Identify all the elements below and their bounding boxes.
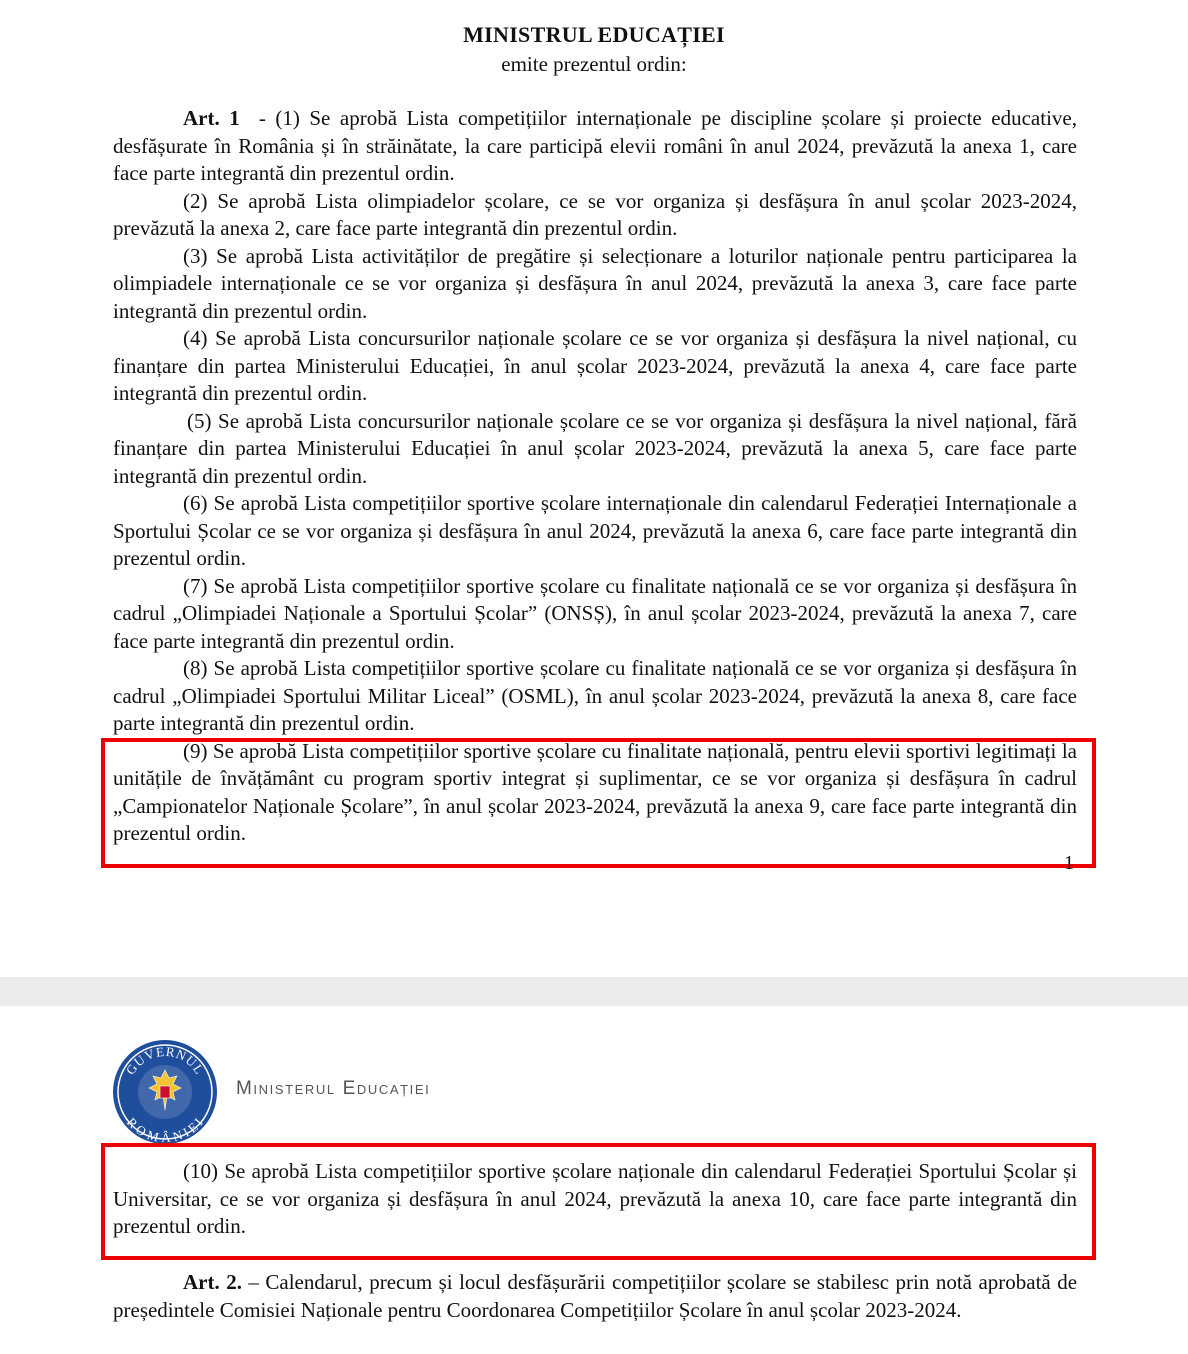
art-2-text: – Calendarul, precum și locul desfășurării competițiilor școlare se stabilesc prin notă aprobată de președintele Comisiei Naționale pentru Coordonarea Competițiilor Școlare în anul școlar 2023-2024. [113,1270,1078,1322]
paragraph-7: (7) Se aprobă Lista competițiilor sportive școlare cu finalitate națională ce se vor organiza și desfășura în cadrul „Olimpiadei Naționale a Sportului Școlar” (ONSȘ), în anul școlar 2023-2024, prevăzută la anexa 7, care face parte integrantă din prezentul ordin. [113,573,1077,653]
document-subtitle: emite prezentul ordin: [501,52,687,76]
paragraph-2: (2) Se aprobă Lista olimpiadelor școlare, ce se vor organiza și desfășura în anul școlar 2023-2024, prevăzută la anexa 2, care face parte integrantă din prezentul ordin. [113,188,1077,240]
highlight-box-paragraph-10 [101,1143,1096,1260]
paragraph-8: (8) Se aprobă Lista competițiilor sportive școlare cu finalitate națională ce se vor organiza și desfășura în cadrul „Olimpiadei Sportului Militar Liceal” (OSML), în anul școlar 2023-2024, prevăzută la anexa 8, care face parte integrantă din prezentul ordin. [113,656,1077,735]
logo-text-top: GUVERNUL [122,1043,208,1078]
article-1-body [113,105,1083,848]
art-2-label: Art. 2. [183,1270,242,1294]
paragraph-9: (9) Se aprobă Lista competițiilor sportive școlare cu finalitate națională, pentru elevii sportivi legitimați la unitățile de învățământ cu program sportiv integrat și suplimentar, ce se vor organiza și desfășura în cadrul „Campionatelor Naționale Școlare”, în anul școlar 2023-2024, prevăzută la anexa 9, care face parte integrantă din prezentul ordin. [113,738,1077,845]
article-2-body [113,1269,1077,1324]
document-title: MINISTRUL EDUCAȚIEI [463,22,725,47]
paragraph-1 [113,105,1083,188]
article-2-paragraph [113,1269,1077,1324]
government-seal-icon [111,1038,219,1146]
logo-text-bottom: ROMÂNIEI [123,1114,207,1146]
paragraph-1-text: - (1) Se aprobă Lista competițiilor internaționale pe discipline școlare și proiecte educative, desfășurate în România și în străinătate, la care participă elevii români în anul 2024, prevăzută la anexa 1, care face parte integrantă din prezentul ordin. [113,106,1083,185]
document-page-2 [0,1006,1188,1354]
paragraph-6: (6) Se aprobă Lista competițiilor sportive școlare internaționale din calendarul Federației Internaționale a Sportului Școlar ce se vor organiza și desfășura în anul 2024, prevăzută la anexa 6, care face parte integrantă din prezentul ordin. [113,491,1077,570]
highlight-box-paragraph-9 [101,738,1096,868]
paragraph-5: (5) Se aprobă Lista concursurilor naționale școlare ce se vor organiza și desfășura la nivel național, fără finanțare din partea Ministerului Educației în anul școlar 2023-2024, prevăzută la anexa 5, care face parte integrantă din prezentul ordin. [113,408,1077,488]
art-1-label: Art. 1 [183,106,240,130]
ministry-header-name: Ministerul Educației [236,1078,431,1099]
paragraph-4: (4) Se aprobă Lista concursurilor naționale școlare ce se vor organiza și desfășura la nivel național, cu finanțare din partea Ministerului Educației, în anul școlar 2023-2024, prevăzută la anexa 4, care face parte integrantă din prezentul ordin. [113,326,1077,405]
page-number: 1 [1064,852,1074,874]
paragraph-10: (10) Se aprobă Lista competițiilor sportive școlare naționale din calendarul Federației Sportului Școlar și Universitar, ce se vor organiza și desfășura în anul 2024, prevăzută la anexa 10, care face parte integrantă din prezentul ordin. [113,1159,1077,1238]
paragraph-3: (3) Se aprobă Lista activităților de pregătire și selecționare a loturilor naționale pentru participarea la olimpiadele internaționale ce se vor organiza și desfășura în anul 2024, prevăzută la anexa 3, care face parte integrantă din prezentul ordin. [113,243,1077,323]
